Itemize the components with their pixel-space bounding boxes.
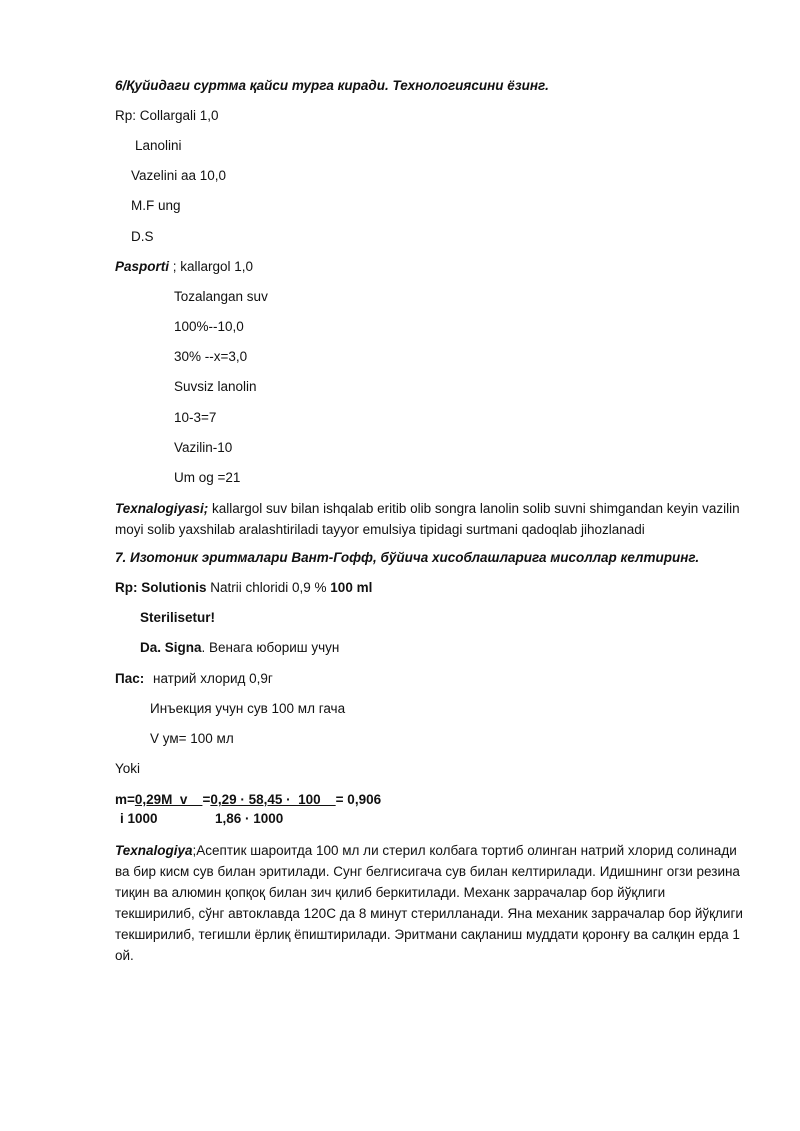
- q6-rp-line: Vazelini aa 10,0: [131, 168, 227, 183]
- formula-m: m=: [115, 792, 135, 807]
- formula-num2: 0,29 · 58,45 · 100: [210, 792, 336, 807]
- q6-passport-line: Vazilin-10: [174, 440, 233, 455]
- q7-da-signa-label: Da. Signa: [140, 640, 202, 655]
- q7-da-signa: [140, 639, 339, 657]
- q7-tech-text: ;Асептик шароитда 100 мл ли стерил колбага тортиб олинган натрий хлорид солинади ва бир кисм сув билан эритилади. Сунг белгисигача сув билан келтирилади. Идишнинг огзи резина тиқин ва алюмин қопқоқ билан зич қилиб беркитилади. Механк заррачалар бор йўқлиги текширилиб, сўнг автоклавда 120С да 8 минут стерилланади. Яна механик заррачалар бор йўқлиги текширилиб, тегишли ёрлиқ ёпиштирилади. Эритмани сақланиш муддати қоронғу ва салқин ерда 1 ой.: [115, 843, 743, 963]
- q6-passport-line: 10-3=7: [174, 410, 217, 425]
- q7-rp-volume: 100 ml: [330, 580, 373, 595]
- q6-rp-line: D.S: [131, 229, 154, 244]
- q7-pas-line: натрий хлорид 0,9г: [153, 671, 273, 686]
- q6-passport-line: Suvsiz lanolin: [174, 379, 257, 394]
- q6-passport-line: 30% --x=3,0: [174, 349, 248, 364]
- q6-rp-line: Lanolini: [135, 138, 182, 153]
- q6-tech-text: kallargol suv bilan ishqalab eritib olib songra lanolin solib suvni shimgandan keyin vazilin moyi solib yaxshilab aralashtiriladi tayyor emulsiya tipidagi surtmani qadoqlab jihozlanadi: [115, 501, 740, 537]
- q6-heading: 6/Қуйидаги суртма қайси турга киради. Технологиясини ёзинг.: [115, 78, 549, 93]
- q7-rp-text: Natrii chloridi 0,9 %: [206, 580, 331, 595]
- q7-pas-line: Инъекция учун сув 100 мл гача: [150, 701, 346, 716]
- q6-passport-line: Um og =21: [174, 470, 241, 485]
- q7-sterilisetur: Sterilisetur!: [140, 610, 216, 625]
- formula-result: = 0,906: [335, 792, 382, 807]
- formula-den1: i 1000: [120, 811, 158, 826]
- q6-passport-line: 100%--10,0: [174, 319, 244, 334]
- q6-rp-line: M.F ung: [131, 198, 181, 213]
- q7-tech-label: Texnalogiya: [115, 843, 193, 858]
- formula-eq: =: [202, 792, 211, 807]
- q7-pas-label: Пас:: [115, 671, 145, 686]
- q7-pas-line: V ум= 100 мл: [150, 731, 234, 746]
- formula-num1: 0,29M v: [134, 792, 203, 807]
- q6-passport: [115, 258, 253, 276]
- q6-technology: [115, 498, 745, 540]
- formula-den2: 1,86 · 1000: [215, 811, 284, 826]
- q7-technology: [115, 840, 745, 966]
- q6-passport-label: Pasporti: [115, 259, 170, 274]
- q7-rp: [115, 579, 372, 597]
- q6-passport-line: Tozalangan suv: [174, 289, 268, 304]
- q7-rp-label: Rp: Solutionis: [115, 580, 207, 595]
- q7-yoki: Yoki: [115, 761, 141, 776]
- q7-formula-numerator: [115, 791, 381, 809]
- q6-tech-label: Texnalogiyasi;: [115, 501, 209, 516]
- q6-rp: Rp: Collargali 1,0: [115, 108, 219, 123]
- q7-da-signa-text: . Венага юбориш учун: [201, 640, 340, 655]
- q6-passport-first: ; kallargol 1,0: [169, 259, 254, 274]
- q7-heading: 7. Изотоник эритмалари Вант-Гофф, бўйича хисоблашларига мисоллар келтиринг.: [115, 550, 700, 565]
